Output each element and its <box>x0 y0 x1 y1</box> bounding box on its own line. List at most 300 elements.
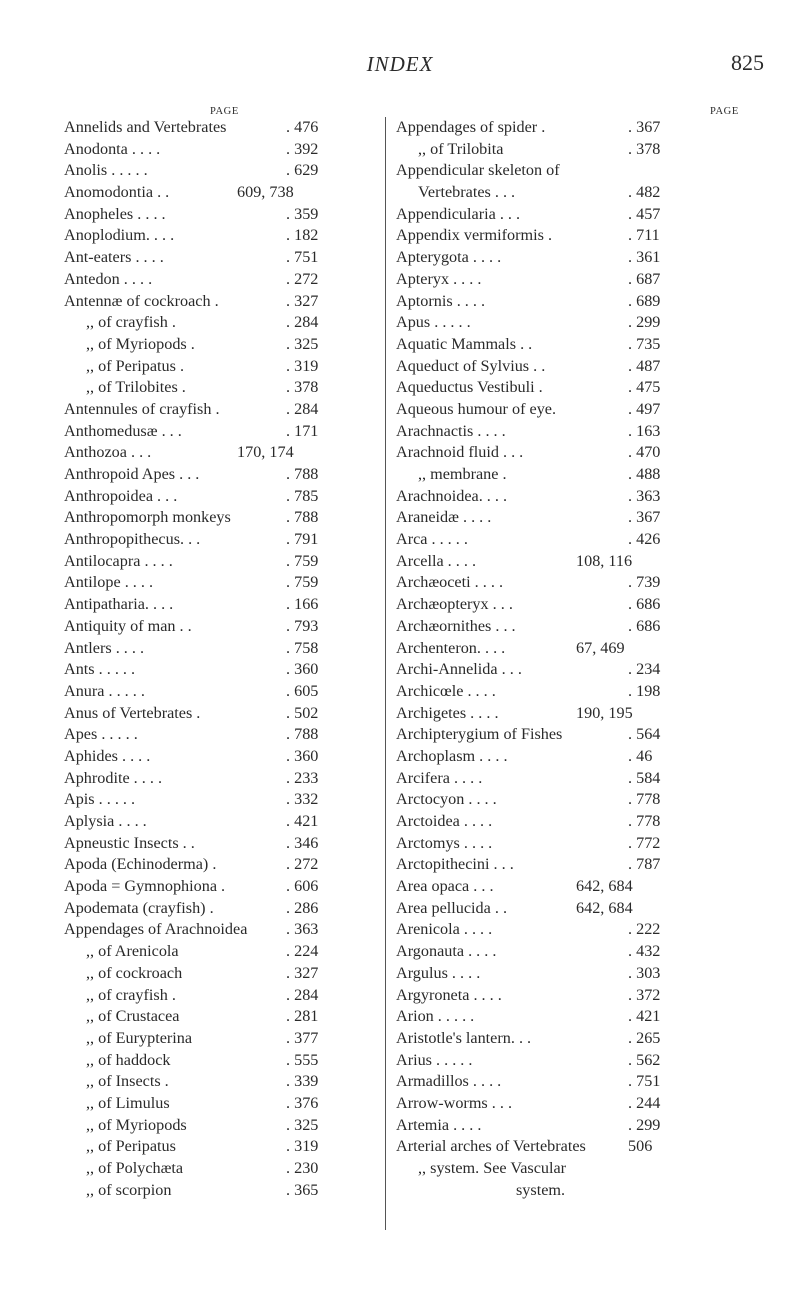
index-term: Aplysia . . . . <box>64 812 147 830</box>
index-entry <box>396 594 756 616</box>
index-entry <box>64 269 386 291</box>
index-entry <box>396 1093 756 1115</box>
index-page-ref: . 272 <box>286 855 319 874</box>
index-entry <box>64 854 386 876</box>
index-page-ref: . 686 <box>628 595 661 614</box>
index-term: Ant-eaters . . . . <box>64 248 164 267</box>
index-term: ,, of Peripatus <box>86 1137 176 1156</box>
index-entry <box>396 182 756 204</box>
index-entry <box>64 1028 386 1050</box>
index-page-ref: . 299 <box>628 313 661 332</box>
index-term: Archæopteryx . . . <box>396 595 513 614</box>
index-entry <box>396 724 756 746</box>
index-entry <box>396 247 756 269</box>
index-entry <box>396 854 756 876</box>
index-term: Aptornis . . . . <box>396 291 486 310</box>
index-page-ref: . 319 <box>286 1137 319 1156</box>
index-page-ref: . 772 <box>628 833 661 852</box>
index-term: ,, of crayfish . <box>86 313 176 332</box>
index-entry <box>64 204 386 226</box>
index-term: Archoplasm . . . . <box>396 746 508 765</box>
left-column-heading: PAGE <box>210 106 239 117</box>
index-entry <box>396 985 756 1007</box>
index-entry <box>64 898 386 920</box>
index-term: Anomodontia . . <box>64 183 170 202</box>
index-page-ref: . 233 <box>286 768 319 787</box>
index-entry <box>396 377 756 399</box>
index-entry <box>64 356 386 378</box>
index-term: Apteryx . . . . <box>396 269 482 288</box>
index-page-ref: 506 <box>628 1137 653 1156</box>
index-page-ref: . 488 <box>628 465 661 483</box>
right-column-heading: PAGE <box>710 106 739 117</box>
index-entry <box>396 1158 756 1180</box>
index-term: ,, of Limulus <box>86 1093 170 1112</box>
index-entry <box>396 768 756 790</box>
index-entry <box>396 1050 756 1072</box>
index-entry <box>396 681 756 703</box>
index-page-ref: . 222 <box>628 920 661 939</box>
index-term: Arctocyon . . . . <box>396 790 497 809</box>
index-page-ref: . 739 <box>628 573 661 592</box>
index-page-ref: . 182 <box>286 226 319 245</box>
index-page-ref: . 421 <box>628 1007 661 1026</box>
index-page-ref: . 346 <box>286 833 319 852</box>
index-entry <box>64 659 386 681</box>
index-term: Aqueous humour of eye. <box>396 399 557 418</box>
index-page-ref: . 788 <box>286 725 319 744</box>
index-term: ,, system. See Vascular <box>418 1159 567 1177</box>
index-page-ref: . 363 <box>286 920 319 939</box>
index-entry <box>64 1093 386 1115</box>
index-page-ref: . 788 <box>286 465 319 483</box>
index-entry <box>64 312 386 334</box>
index-entry <box>396 464 756 486</box>
index-entry <box>396 529 756 551</box>
index-entry <box>64 529 386 551</box>
index-page-ref: 642, 684 <box>576 877 633 896</box>
index-page-ref: . 325 <box>286 334 319 353</box>
index-entry <box>396 659 756 681</box>
index-term: Area pellucida . . <box>396 898 508 917</box>
index-entry <box>64 1006 386 1028</box>
index-page-ref: . 392 <box>286 139 319 158</box>
index-page-ref: . 629 <box>286 161 319 180</box>
index-term: Arrow-worms . . . <box>396 1093 512 1112</box>
index-page-ref: 609, 738 <box>237 183 294 202</box>
index-entry <box>64 160 386 182</box>
index-entry <box>396 1115 756 1137</box>
index-term: Antedon . . . . <box>64 269 153 288</box>
index-term: Anopheles . . . . <box>64 204 166 223</box>
index-entry <box>396 1028 756 1050</box>
index-term: Antiquity of man . . <box>64 616 192 635</box>
index-page-ref: . 475 <box>628 378 661 397</box>
index-page-ref: . 432 <box>628 942 661 961</box>
index-term: Anura . . . . . <box>64 681 145 700</box>
index-page-ref: 190, 195 <box>576 703 633 722</box>
index-page-ref: . 367 <box>628 508 661 527</box>
index-entry <box>396 160 756 182</box>
index-term: system. <box>516 1180 566 1199</box>
index-term: ,, of Crustacea <box>86 1007 180 1026</box>
index-term: Appendages of Arachnoidea <box>64 920 248 939</box>
index-term: ,, of Peripatus . <box>86 356 185 375</box>
index-entry <box>64 789 386 811</box>
index-term: ,, of cockroach <box>86 963 183 982</box>
index-entry <box>64 247 386 269</box>
index-term: Antilope . . . . <box>64 573 154 592</box>
index-entry <box>64 941 386 963</box>
index-page-ref: . 686 <box>628 616 661 635</box>
index-entry <box>64 421 386 443</box>
index-term: Arion . . . . . <box>396 1007 475 1026</box>
index-entry <box>64 334 386 356</box>
index-term: Arctoidea . . . . <box>396 812 493 830</box>
index-page-ref: . 286 <box>286 898 319 917</box>
index-entry <box>64 1180 386 1202</box>
index-page-ref: . 778 <box>628 790 661 809</box>
index-page-ref: . 361 <box>628 248 661 267</box>
index-term: Vertebrates . . . <box>418 183 516 202</box>
index-entry <box>64 963 386 985</box>
index-entry <box>396 507 756 529</box>
index-term: Ants . . . . . <box>64 660 136 679</box>
index-entry <box>396 1136 756 1158</box>
index-term: ,, of Trilobita <box>418 139 504 158</box>
index-page-ref: . 363 <box>628 486 661 505</box>
index-page-ref: . 606 <box>286 877 319 896</box>
index-term: Anthomedusæ . . . <box>64 421 182 440</box>
index-term: Anthropoid Apes . . . <box>64 465 200 483</box>
index-entry <box>396 919 756 941</box>
index-term: Appendages of spider . <box>396 118 546 136</box>
index-entry <box>396 139 756 161</box>
index-entry <box>64 377 386 399</box>
index-entry <box>396 941 756 963</box>
index-term: Archigetes . . . . <box>396 703 499 722</box>
index-entry <box>64 486 386 508</box>
index-term: Archenteron. . . . <box>396 638 506 657</box>
index-entry <box>64 507 386 529</box>
index-term: Anthozoa . . . <box>64 443 152 462</box>
index-entry <box>64 919 386 941</box>
index-term: ,, of Eurypterina <box>86 1028 193 1047</box>
index-page-ref: . 198 <box>628 681 661 700</box>
index-entry <box>396 442 756 464</box>
index-page-ref: . 265 <box>628 1028 661 1047</box>
index-term: Argulus . . . . <box>396 963 481 982</box>
index-page-ref: . 502 <box>286 703 319 722</box>
index-term: Anthropoidea . . . <box>64 486 178 505</box>
index-term: ,, of Trilobites . <box>86 378 186 397</box>
index-page-ref: . 284 <box>286 313 319 332</box>
index-term: Antipatharia. . . . <box>64 595 174 614</box>
index-term: Argonauta . . . . <box>396 942 497 961</box>
index-page-ref: . 421 <box>286 812 319 830</box>
index-term: Anthropopithecus. . . <box>64 530 201 549</box>
index-page-ref: . 378 <box>628 139 661 158</box>
index-term: Arius . . . . . <box>396 1050 473 1069</box>
index-term: Apterygota . . . . <box>396 248 502 267</box>
index-entry <box>64 1158 386 1180</box>
index-page-ref: . 564 <box>628 725 661 744</box>
index-entry <box>64 985 386 1007</box>
index-page-ref: . 46 <box>628 746 653 765</box>
index-term: Apus . . . . . <box>396 313 471 332</box>
index-entry <box>64 117 386 139</box>
index-page-ref: . 166 <box>286 595 319 614</box>
index-entry <box>396 356 756 378</box>
index-page-ref: . 332 <box>286 790 319 809</box>
index-entry <box>64 1050 386 1072</box>
index-page-ref: 642, 684 <box>576 898 633 917</box>
index-term: Arcifera . . . . <box>396 768 483 787</box>
index-term: Arcella . . . . <box>396 551 477 570</box>
index-page-ref: . 327 <box>286 291 319 310</box>
index-term: Area opaca . . . <box>396 877 494 896</box>
index-term: Apneustic Insects . . <box>64 833 195 852</box>
index-entry <box>64 638 386 660</box>
index-page-ref: . 687 <box>628 269 661 288</box>
index-entry <box>64 703 386 725</box>
index-page-ref: . 377 <box>286 1028 319 1047</box>
index-entry <box>396 399 756 421</box>
index-page-ref: . 281 <box>286 1007 319 1026</box>
index-entry <box>396 204 756 226</box>
index-page-ref: . 378 <box>286 378 319 397</box>
index-entry <box>396 703 756 725</box>
index-entry <box>396 811 756 833</box>
index-term: Argyroneta . . . . <box>396 985 502 1004</box>
index-page-ref: . 299 <box>628 1115 661 1134</box>
index-page-ref: . 171 <box>286 421 319 440</box>
index-entry <box>396 117 756 139</box>
index-entry <box>64 225 386 247</box>
index-term: Arachnactis . . . . <box>396 421 506 440</box>
index-page-ref: . 224 <box>286 942 319 961</box>
index-page-ref: . 584 <box>628 768 661 787</box>
index-entry <box>396 1006 756 1028</box>
index-term: Archipterygium of Fishes <box>396 725 563 744</box>
index-entry <box>64 139 386 161</box>
index-term: Arca . . . . . <box>396 530 468 549</box>
index-page-ref: . 457 <box>628 204 661 223</box>
index-term: Arctopithecini . . . <box>396 855 514 874</box>
index-entry <box>64 182 386 204</box>
index-page-ref: . 476 <box>286 118 319 136</box>
page-title: INDEX <box>366 52 434 76</box>
column-divider <box>385 117 386 1230</box>
index-entry <box>396 833 756 855</box>
index-entry <box>64 551 386 573</box>
index-page-ref: . 325 <box>286 1115 319 1134</box>
index-term: ,, membrane . <box>418 465 507 483</box>
index-page-ref: . 562 <box>628 1050 661 1069</box>
index-entry <box>396 486 756 508</box>
index-entry <box>64 681 386 703</box>
index-entry <box>64 442 386 464</box>
index-term: Araneidæ . . . . <box>396 508 492 527</box>
index-term: ,, of Polychæta <box>86 1159 184 1177</box>
left-column <box>64 117 386 1201</box>
index-page-ref: . 244 <box>628 1093 661 1112</box>
index-term: Apes . . . . . <box>64 725 138 744</box>
index-page-ref: . 272 <box>286 269 319 288</box>
index-page-ref: . 339 <box>286 1072 319 1091</box>
index-entry <box>64 746 386 768</box>
index-entry <box>64 594 386 616</box>
index-entry <box>396 616 756 638</box>
index-term: Aquatic Mammals . . <box>396 334 533 353</box>
index-page-ref: . 735 <box>628 334 661 353</box>
index-term: ,, of haddock <box>86 1050 171 1069</box>
index-term: Antennæ of cockroach . <box>64 291 219 310</box>
index-term: Aqueduct of Sylvius . . <box>396 356 546 375</box>
index-term: Anthropomorph monkeys <box>64 508 231 527</box>
index-entry <box>64 768 386 790</box>
index-term: ,, of scorpion <box>86 1180 172 1199</box>
index-page-ref: . 555 <box>286 1050 319 1069</box>
index-page-ref: . 365 <box>286 1180 319 1199</box>
index-entry <box>64 464 386 486</box>
index-page-ref: . 758 <box>286 638 319 657</box>
index-page-ref: . 751 <box>286 248 319 267</box>
index-page-ref: . 359 <box>286 204 319 223</box>
index-page-ref: . 284 <box>286 985 319 1004</box>
index-term: Arachnoid fluid . . . <box>396 443 524 462</box>
index-term: Archæoceti . . . . <box>396 573 503 592</box>
index-entry <box>64 876 386 898</box>
index-page-ref: . 482 <box>628 183 661 202</box>
index-entry <box>396 269 756 291</box>
index-term: Archicœle . . . . <box>396 681 496 700</box>
index-page-ref: . 788 <box>286 508 319 527</box>
index-term: Antlers . . . . <box>64 638 145 657</box>
index-page-ref: . 497 <box>628 399 661 418</box>
index-term: Aphrodite . . . . <box>64 768 163 787</box>
index-page-ref: . 360 <box>286 660 319 679</box>
index-page-ref: . 487 <box>628 356 661 375</box>
index-page-ref: . 470 <box>628 443 661 462</box>
index-entry <box>64 1115 386 1137</box>
index-page-ref: . 426 <box>628 530 661 549</box>
index-page-ref: . 787 <box>628 855 661 874</box>
index-term: Arenicola . . . . <box>396 920 493 939</box>
index-term: Aqueductus Vestibuli . <box>396 378 543 397</box>
index-term: Anodonta . . . . <box>64 139 161 158</box>
right-column <box>396 117 756 1201</box>
index-entry <box>396 638 756 660</box>
index-term: Annelids and Vertebrates <box>64 118 227 136</box>
index-page-ref: . 376 <box>286 1093 319 1112</box>
index-entry <box>396 291 756 313</box>
index-entry <box>396 572 756 594</box>
index-entry <box>64 811 386 833</box>
index-entry <box>396 876 756 898</box>
index-term: Antilocapra . . . . <box>64 551 173 570</box>
index-page-ref: 108, 116 <box>576 551 633 570</box>
index-page-ref: . 689 <box>628 291 661 310</box>
index-term: ,, of Myriopods <box>86 1115 187 1134</box>
index-entry <box>64 291 386 313</box>
index-page-ref: 170, 174 <box>237 443 294 462</box>
index-term: Anus of Vertebrates . <box>64 703 201 722</box>
index-page-ref: . 360 <box>286 746 319 765</box>
index-entry <box>396 746 756 768</box>
index-page-ref: . 284 <box>286 399 319 418</box>
index-term: ,, of Arenicola <box>86 942 179 961</box>
index-term: Antennules of crayfish . <box>64 399 220 418</box>
index-page-ref: . 230 <box>286 1159 319 1177</box>
index-term: ,, of Insects . <box>86 1072 169 1091</box>
index-term: ,, of Myriopods . <box>86 334 195 353</box>
index-page-ref: . 711 <box>628 226 660 245</box>
index-page-ref: . 372 <box>628 985 661 1004</box>
index-page-ref: . 605 <box>286 681 319 700</box>
index-entry <box>396 421 756 443</box>
index-entry <box>64 1136 386 1158</box>
index-entry <box>64 572 386 594</box>
index-term: Archi-Annelida . . . <box>396 660 522 679</box>
index-term: ,, of crayfish . <box>86 985 176 1004</box>
index-term: Archæornithes . . . <box>396 616 516 635</box>
index-entry <box>396 551 756 573</box>
index-term: Arctomys . . . . <box>396 833 493 852</box>
index-entry <box>64 1071 386 1093</box>
index-term: Aristotle's lantern. . . <box>396 1028 532 1047</box>
index-entry <box>396 1180 756 1202</box>
index-term: Appendicular skeleton of <box>396 161 560 180</box>
index-page-ref: . 785 <box>286 486 319 505</box>
index-page-ref: . 163 <box>628 421 661 440</box>
index-term: Anolis . . . . . <box>64 161 148 180</box>
index-page-ref: . 367 <box>628 118 661 136</box>
index-term: Arterial arches of Vertebrates <box>396 1137 586 1156</box>
index-term: Apoda (Echinoderma) . <box>64 855 217 874</box>
index-page-ref: . 759 <box>286 551 319 570</box>
index-page-ref: . 751 <box>628 1072 661 1091</box>
index-entry <box>64 616 386 638</box>
index-entry <box>396 963 756 985</box>
index-page-ref: . 759 <box>286 573 319 592</box>
index-entry <box>396 789 756 811</box>
index-page-ref: . 791 <box>286 530 319 549</box>
index-entry <box>396 898 756 920</box>
index-entry <box>64 724 386 746</box>
index-page-ref: . 778 <box>628 812 661 830</box>
index-entry <box>396 1071 756 1093</box>
index-entry <box>396 312 756 334</box>
index-page-ref: . 319 <box>286 356 319 375</box>
index-term: Apodemata (crayfish) . <box>64 898 214 917</box>
index-term: Aphides . . . . <box>64 746 151 765</box>
index-term: Appendicularia . . . <box>396 204 521 223</box>
index-page-ref: . 327 <box>286 963 319 982</box>
page-number: 825 <box>731 50 764 75</box>
index-page-ref: 67, 469 <box>576 638 625 657</box>
index-entry <box>396 225 756 247</box>
index-term: Apoda = Gymnophiona . <box>64 877 226 896</box>
index-page-ref: . 793 <box>286 616 319 635</box>
index-term: Appendix vermiformis . <box>396 226 553 245</box>
index-term: Anoplodium. . . . <box>64 226 175 245</box>
index-entry <box>396 334 756 356</box>
index-term: Artemia . . . . <box>396 1115 482 1134</box>
index-page-ref: . 234 <box>628 660 661 679</box>
index-term: Arachnoidea. . . . <box>396 486 508 505</box>
index-entry <box>64 399 386 421</box>
